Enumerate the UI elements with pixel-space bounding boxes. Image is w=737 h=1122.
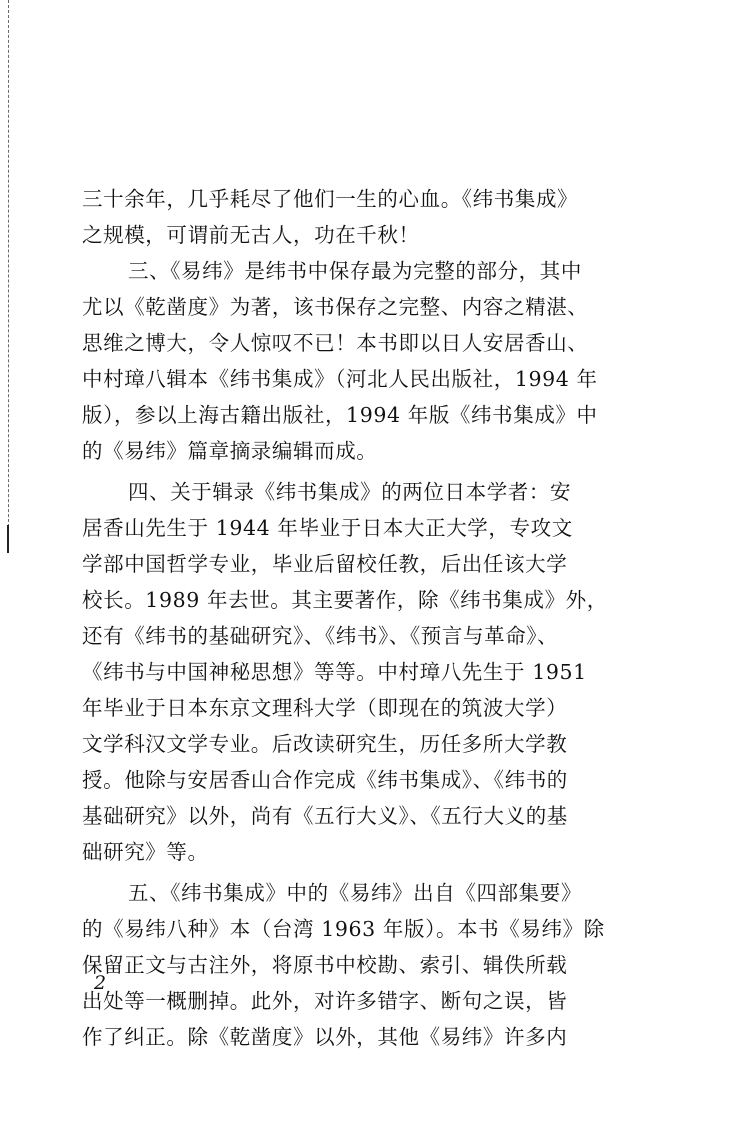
- text-line: 校长。1989 年去世。其主要著作，除《纬书集成》外，: [82, 588, 608, 612]
- text-line: 尤以《乾凿度》为著，该书保存之完整、内容之精湛、: [82, 295, 589, 319]
- text-line: 授。他除与安居香山合作完成《纬书集成》、《纬书的: [82, 768, 568, 792]
- text-line: 基础研究》以外，尚有《五行大义》、《五行大义的基: [82, 804, 568, 828]
- text-line: 三十余年，几乎耗尽了他们一生的心血。《纬书集成》: [82, 187, 579, 211]
- text-line: 之规模，可谓前无古人，功在千秋！: [82, 223, 420, 247]
- text-line: 础研究》等。: [82, 840, 209, 864]
- text-line: 文学科汉文学专业。后改读研究生，历任多所大学教: [82, 732, 568, 756]
- text-line: 年毕业于日本东京文理科大学（即现在的筑波大学）: [82, 696, 568, 720]
- page-number: 2: [94, 972, 107, 994]
- paragraph-4-start: 四、关于辑录《纬书集成》的两位日本学者：安: [128, 480, 572, 504]
- text-line: 学部中国哲学专业，毕业后留校任教，后出任该大学: [82, 552, 568, 576]
- text-line: 出处等一概删掉。此外，对许多错字、断句之误，皆: [82, 989, 568, 1013]
- paragraph-5-start: 五、《纬书集成》中的《易纬》出自《四部集要》: [128, 881, 582, 905]
- paragraph-3-start: 三、《易纬》是纬书中保存最为完整的部分，其中: [128, 259, 582, 283]
- text-line: 居香山先生于 1944 年毕业于日本大正大学，专攻文: [82, 516, 573, 540]
- text-line: 中村璋八辑本《纬书集成》（河北人民出版社，1994 年: [82, 367, 598, 391]
- text-line: 作了纠正。除《乾凿度》以外，其他《易纬》许多内: [82, 1025, 568, 1049]
- text-line: 保留正文与古注外，将原书中校勘、索引、辑佚所载: [82, 953, 568, 977]
- scan-binding-mark: [7, 525, 9, 553]
- text-line: 的《易纬八种》本（台湾 1963 年版）。本书《易纬》除: [82, 917, 605, 941]
- text-line: 思维之博大，令人惊叹不已！本书即以日人安居香山、: [82, 331, 589, 355]
- text-line: 还有《纬书的基础研究》、《纬书》、《预言与革命》、: [82, 624, 559, 648]
- text-line: 《纬书与中国神秘思想》等等。中村璋八先生于 1951: [82, 660, 587, 684]
- scan-binding-edge: [8, 0, 9, 552]
- text-line: 版），参以上海古籍出版社，1994 年版《纬书集成》中: [82, 403, 598, 427]
- text-line: 的《易纬》篇章摘录编辑而成。: [82, 439, 378, 463]
